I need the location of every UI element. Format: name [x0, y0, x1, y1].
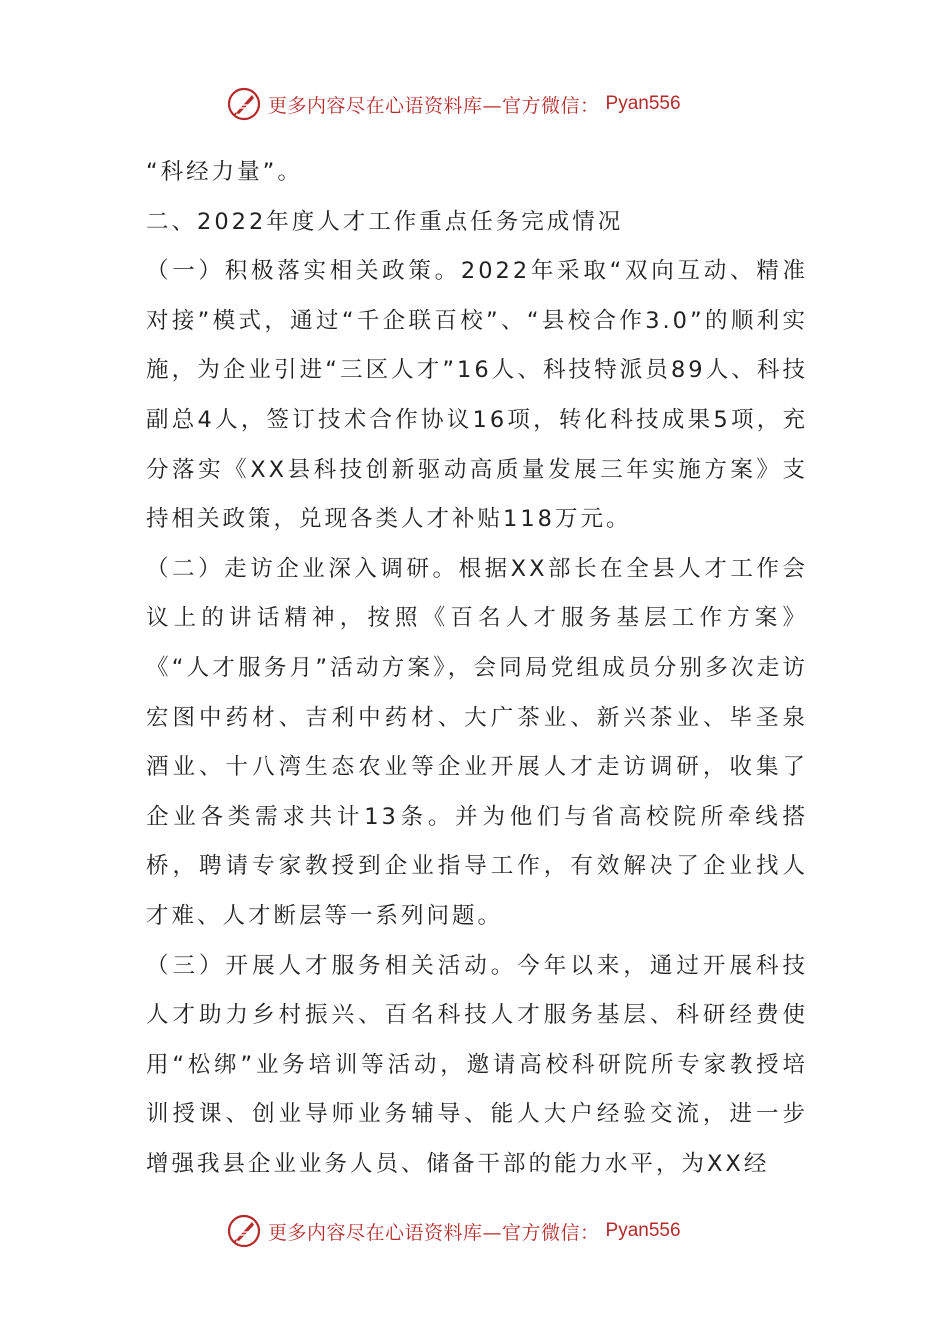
paragraph: （二）走访企业深入调研。根据XX部长在全县人才工作会议上的讲话精神，按照《百名人才服务基层工作方案》《“人才服务月”活动方案》，会同局党组成员分别多次走访宏图中药材、吉利中药材、大广茶业、新兴茶业、毕圣泉酒业、十八湾生态农业等企业开展人才走访调研，收集了企业各类需求共计13条。并为他们与省高校院所牵线搭桥，聘请专家教授到企业指导工作，有效解决了企业找人才难、人才断层等一系列问题。	[146, 555, 808, 929]
watermark-text: 更多内容尽在心语资料库—官方微信：	[268, 1221, 600, 1244]
paragraph: “科经力量”。	[146, 159, 303, 185]
section-heading: 二、2022年度人才工作重点任务完成情况	[146, 208, 624, 235]
watermark-wechat-id: Pyan556	[605, 1220, 681, 1241]
paragraph: （一）积极落实相关政策。2022年采取“双向互动、精准对接”模式，通过“千企联百校”、“县校合作3.0”的顺利实施，为企业引进“三区人才”16人、科技特派员89人、科技副总4人，签订技术合作协议16项，转化科技成果5项，充分落实《XX县科技创新驱动高质量发展三年实施方案》支持相关政策，兑现各类人才补贴118万元。	[146, 258, 808, 533]
watermark-text: 更多内容尽在心语资料库—官方微信：	[268, 94, 600, 117]
document-body	[146, 148, 808, 1189]
watermark-footer	[226, 1211, 746, 1251]
watermark-wechat-id: Pyan556	[605, 93, 681, 114]
paragraph: （三）开展人才服务相关活动。今年以来，通过开展科技人才助力乡村振兴、百名科技人才服务基层、科研经费使用“松绑”业务培训等活动，邀请高校科研院所专家教授培训授课、创业导师业务辅导、能人大户经验交流，进一步增强我县企业业务人员、储备干部的能力水平，为XX经	[146, 952, 808, 1177]
watermark-header	[226, 84, 746, 124]
quill-logo-icon	[226, 1213, 262, 1249]
quill-logo-icon	[226, 86, 262, 122]
